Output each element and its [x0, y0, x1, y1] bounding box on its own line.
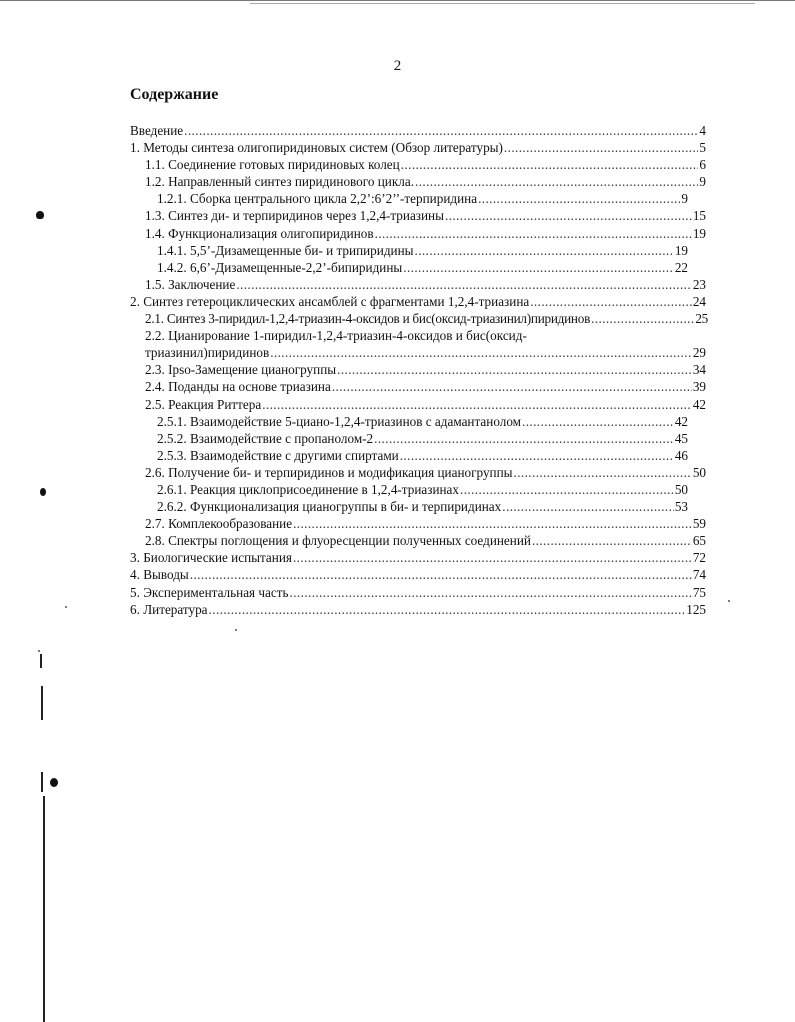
scan-speck: [38, 650, 40, 652]
toc-entry-title: 1.1. Соединение готовых пиридиновых колец: [145, 157, 400, 173]
toc-entry[interactable]: [130, 601, 706, 618]
toc-entry-page: 125: [686, 601, 706, 617]
toc-entry-page: 19: [692, 225, 706, 241]
toc-entry[interactable]: [130, 327, 706, 344]
toc-entry-title: 2.5.1. Взаимодействие 5-циано-1,2,4-триазинов с адамантанолом: [157, 413, 522, 429]
toc-entry-page: 65: [692, 533, 706, 549]
toc-entry-title: 1.4. Функционализация олигопиридинов: [145, 225, 374, 241]
scan-top-edge-secondary: [250, 3, 755, 4]
toc-entry[interactable]: [130, 447, 688, 464]
toc-leader: [504, 139, 698, 156]
toc-entry-page: 9: [681, 191, 688, 207]
toc-entry-title: 1.2.1. Сборка центрального цикла 2,2’:6’2’’-терпиридина: [157, 191, 478, 207]
page-title: Содержание: [130, 86, 219, 103]
toc-entry-title: 1.4.2. 6,6’-Дизамещенные-2,2’-бипиридины: [157, 259, 403, 275]
toc-leader: [400, 447, 674, 464]
toc-leader: [514, 464, 692, 481]
toc-leader: [184, 122, 698, 139]
punch-mark-icon: [36, 211, 44, 219]
toc-entry-title: 2.6. Получение би- и терпиридинов и модификация цианогруппы: [145, 464, 513, 480]
toc-entry-page: 6: [699, 157, 706, 173]
toc-leader: [290, 584, 692, 601]
toc-entry-title: 2.3. Ipso-Замещение цианогруппы: [145, 362, 337, 378]
toc-entry-title: триазинил)пиридинов: [145, 345, 270, 361]
toc-entry-page: 39: [692, 379, 706, 395]
toc-entry[interactable]: [130, 481, 688, 498]
margin-line: [43, 796, 45, 1022]
toc-entry-page: 29: [692, 345, 706, 361]
toc-entry[interactable]: [130, 464, 706, 481]
table-of-contents: [130, 122, 710, 618]
toc-entry-page: 74: [692, 567, 706, 583]
toc-entry-page: 23: [692, 276, 706, 292]
toc-entry-title: 2.7. Комплекообразование: [145, 516, 293, 532]
margin-line: [41, 772, 43, 792]
toc-entry[interactable]: [130, 361, 706, 378]
toc-leader: [403, 259, 674, 276]
toc-entry-title: 2.4. Поданды на основе триазина: [145, 379, 331, 395]
toc-entry-title: 2.5.3. Взаимодействие с другими спиртами: [157, 447, 399, 463]
toc-entry[interactable]: [130, 190, 688, 207]
toc-leader: [262, 396, 692, 413]
margin-line: [40, 654, 42, 668]
toc-leader: [293, 549, 692, 566]
toc-entry[interactable]: [130, 344, 706, 361]
toc-entry-page: 42: [692, 396, 706, 412]
scan-speck: [235, 629, 237, 631]
toc-entry[interactable]: [130, 207, 706, 224]
toc-entry[interactable]: [130, 259, 688, 276]
toc-entry-page: 25: [695, 311, 708, 327]
toc-entry[interactable]: [130, 378, 706, 395]
toc-leader: [236, 276, 691, 293]
toc-entry-title: 2.6.1. Реакция циклоприсоединение в 1,2,4-триазинах: [157, 481, 460, 497]
scan-speck: [65, 606, 67, 608]
toc-entry-title: 1. Методы синтеза олигопиридиновых систем (Обзор литературы): [130, 140, 503, 156]
toc-leader: [445, 207, 692, 224]
toc-entry-title: 3. Биологические испытания: [130, 550, 292, 566]
toc-leader: [293, 515, 692, 532]
toc-entry[interactable]: [130, 276, 706, 293]
toc-leader: [375, 225, 692, 242]
toc-entry-page: 42: [674, 413, 688, 429]
toc-leader: [401, 156, 699, 173]
toc-entry-title: Введение: [130, 123, 184, 138]
toc-entry-title: 1.3. Синтез ди- и терпиридинов через 1,2,4-триазины: [145, 208, 444, 224]
toc-entry-title: 4. Выводы: [130, 567, 189, 583]
punch-mark-icon: [40, 488, 46, 496]
toc-entry-title: 2.5. Реакция Риттера: [145, 396, 262, 412]
toc-entry[interactable]: [130, 139, 706, 156]
toc-entry-title: 1.2. Направленный синтез пиридинового цикла.: [145, 174, 414, 190]
toc-entry-page: 34: [692, 362, 706, 378]
toc-entry-title: 1.5. Заключение: [145, 276, 236, 292]
toc-entry-page: 46: [674, 447, 688, 463]
toc-entry-page: 75: [692, 584, 706, 600]
toc-entry-page: 50: [692, 464, 706, 480]
toc-leader: [190, 566, 692, 583]
toc-entry[interactable]: [130, 549, 706, 566]
toc-entry[interactable]: [130, 566, 706, 583]
toc-entry[interactable]: [130, 310, 708, 327]
toc-leader: [415, 242, 674, 259]
toc-leader: [374, 430, 674, 447]
toc-entry-page: 19: [674, 242, 688, 258]
punch-mark-icon: [50, 778, 58, 787]
margin-line: [41, 686, 43, 720]
toc-entry-title: 2.8. Спектры поглощения и флуоресценции полученных соединений: [145, 533, 531, 549]
toc-entry-title: 5. Экспериментальная часть: [130, 584, 289, 600]
toc-leader: [478, 190, 680, 207]
toc-leader: [415, 173, 698, 190]
toc-leader: [522, 413, 674, 430]
toc-leader: [270, 344, 692, 361]
toc-entry-page: 72: [692, 550, 706, 566]
toc-entry[interactable]: [130, 584, 706, 601]
toc-leader: [332, 378, 692, 395]
toc-entry-page: 59: [692, 516, 706, 532]
toc-entry-title: 2.1. Синтез 3-пиридил-1,2,4-триазин-4-оксидов и бис(оксид-триазинил)пиридинов: [145, 311, 591, 327]
toc-entry[interactable]: [130, 498, 688, 515]
toc-entry-title: 2.2. Цианирование 1-пиридил-1,2,4-триазин-4-оксидов и бис(оксид-: [145, 328, 527, 344]
toc-entry-page: 4: [699, 123, 706, 138]
toc-entry-title: 6. Литература: [130, 601, 208, 617]
toc-entry-page: 50: [674, 481, 688, 497]
toc-entry-page: 9: [699, 174, 706, 190]
toc-entry[interactable]: [130, 430, 688, 447]
toc-entry[interactable]: [130, 515, 706, 532]
toc-entry-page: 22: [674, 259, 688, 275]
toc-entry[interactable]: [130, 413, 688, 430]
toc-entry-page: 45: [674, 430, 688, 446]
toc-entry-title: 2. Синтез гетероциклических ансамблей с фрагментами 1,2,4-триазина: [130, 293, 530, 309]
toc-entry[interactable]: [130, 122, 706, 139]
toc-entry-page: 15: [692, 208, 706, 224]
toc-entry[interactable]: [130, 242, 688, 259]
toc-leader: [209, 601, 686, 618]
toc-entry-title: 2.6.2. Функционализация цианогруппы в би- и терпиридинах: [157, 499, 502, 515]
toc-entry[interactable]: [130, 396, 706, 413]
toc-entry[interactable]: [130, 293, 706, 310]
page-number: 2: [393, 58, 402, 74]
toc-entry-page: 53: [674, 499, 688, 515]
toc-entry-title: 2.5.2. Взаимодействие с пропанолом-2: [157, 430, 374, 446]
toc-leader: [532, 532, 692, 549]
toc-entry[interactable]: [130, 225, 706, 242]
toc-leader: [591, 310, 694, 327]
toc-leader: [502, 498, 674, 515]
scan-speck: [728, 600, 730, 602]
toc-entry[interactable]: [130, 173, 706, 190]
toc-leader: [337, 361, 692, 378]
toc-leader: [530, 293, 692, 310]
toc-entry[interactable]: [130, 532, 706, 549]
toc-entry-page: 24: [692, 293, 706, 309]
toc-leader: [460, 481, 674, 498]
toc-entry[interactable]: [130, 156, 706, 173]
scan-top-edge: [0, 0, 795, 1]
toc-entry-title: 1.4.1. 5,5’-Дизамещенные би- и трипиридины: [157, 242, 414, 258]
toc-entry-page: 5: [699, 140, 706, 156]
